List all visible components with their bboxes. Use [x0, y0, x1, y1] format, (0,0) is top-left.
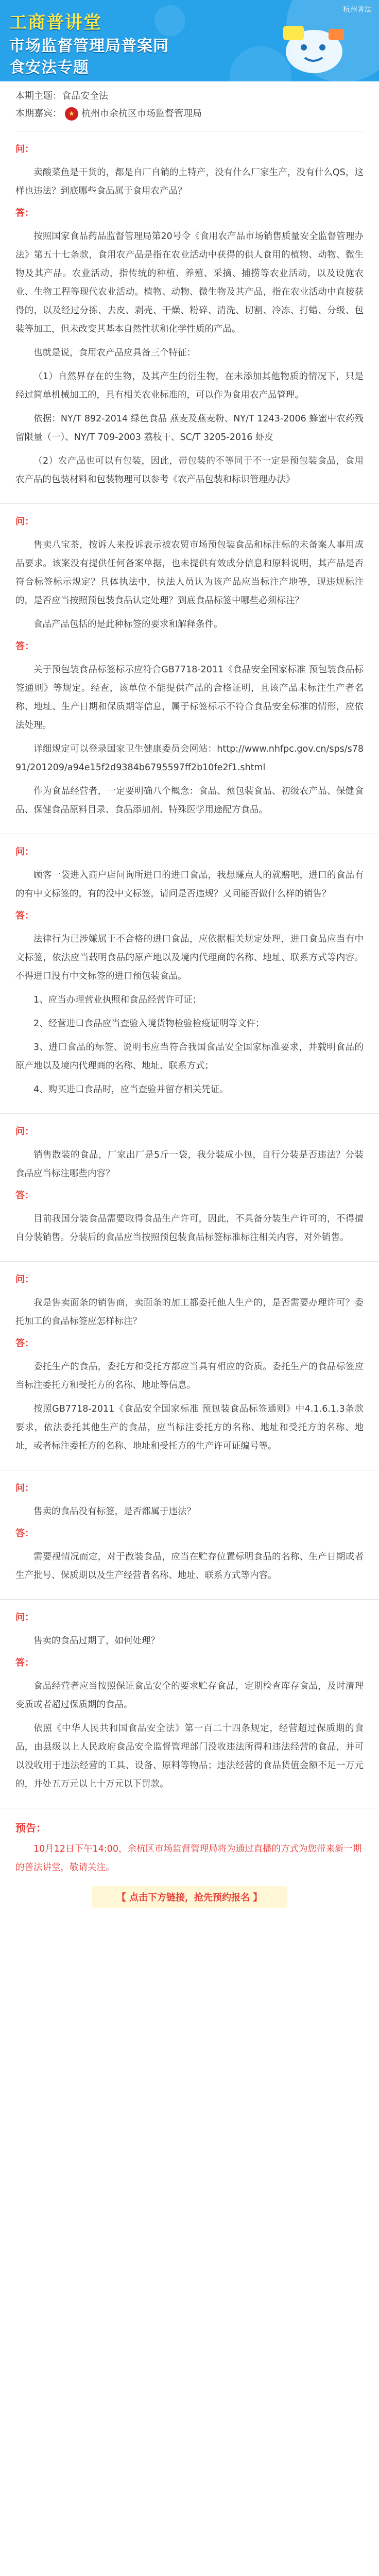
answer-paragraph: 需要视情况而定，对于散装食品，应当在贮存位置标明食品的名称、生产日期或者生产批号、保质期以及生产经营者名称、地址、联系方式等内容。: [15, 1552, 364, 1581]
qa-section: [0, 834, 379, 1114]
answer-label: 答：: [15, 641, 34, 652]
question-label: 问：: [15, 144, 34, 155]
answer-paragraph: 委托生产的食品，委托方和受托方都应当具有相应的资质。委托生产的食品标签应当标注委托方和受托方的名称、地址等信息。: [15, 1362, 364, 1391]
answer-label: 答：: [15, 1657, 34, 1668]
notice-text: 10月12日下午14:00，余杭区市场监督管理局将为通过直播的方式为您带来新一期的普法讲堂，敬请关注。: [15, 1844, 362, 1873]
answer-paragraph: 3、进口食品的标签、说明书应当符合我国食品安全国家标准要求，并载明食品的原产地以及境内代理商的名称、地址、联系方式；: [15, 1042, 364, 1071]
guest-value: 杭州市余杭区市场监督管理局: [81, 108, 202, 119]
qa-section: [0, 1114, 379, 1262]
spacer: [0, 1908, 379, 1928]
answer-paragraph: 按照国家食品药品监督管理局第20号令《食用农产品市场销售质量安全监督管理办法》第五十七条款，食用农产品是指在农业活动中获得的供人食用的植物、动物、微生物及其产品。农业活动，指传统的种植、养殖、采摘、捕捞等农业活动，以及设施农业、生物工程等现代农业活动。植物、动物、微生物及其产品，指在农业活动中直接获得的，以及经过分拣、去皮、剥壳、干燥、粉碎、清洗、切割、冷冻、打蜡、分级、包装等加工，但未改变其基本自然性状和化学性质的产品。: [15, 231, 364, 334]
notice-title: 预告：: [15, 1822, 46, 1834]
answer-label: 答：: [15, 1190, 34, 1201]
question-paragraph: 销售散装的食品，厂家出厂是5斤一袋，我分装成小包，自行分装是否违法？分装食品应当标注哪些内容？: [15, 1150, 364, 1179]
answer-paragraph: 食品经营者应当按照保证食品安全的要求贮存食品，定期检查库存食品，及时清理变质或者超过保质期的食品。: [15, 1681, 364, 1710]
question-paragraph: 我是售卖面条的销售商，卖面条的加工都委托他人生产的，是否需要办理许可？委托加工的食品标签应怎样标注？: [15, 1298, 364, 1327]
qa-list: [0, 131, 379, 1808]
answer-label: 答：: [15, 1528, 34, 1539]
answer-paragraph: 详细规定可以登录国家卫生健康委员会网站：http://www.nhfpc.gov.cn/sps/s7891/201209/a94e15f2d9384b6795597ff2b10fe2f1.shtml: [15, 744, 364, 773]
answer-paragraph: 依据：NY/T 892-2014 绿色食品 燕麦及燕麦粉、NY/T 1243-2006 蜂蜜中农药残留限量（一）、NY/T 709-2003 荔枝干、SC/T 3205-2016 虾皮: [15, 414, 364, 443]
banner-title-2: 市场监督管理局普案同: [9, 37, 169, 55]
qa-section: [0, 131, 379, 504]
article-meta: [0, 81, 379, 127]
answer-paragraph: 2、经营进口食品应当查验入境货物检验检疫证明等文件；: [33, 1019, 265, 1029]
question-paragraph: 售卖的食品过期了，如何处理？: [33, 1636, 160, 1646]
answer-label: 答：: [15, 1338, 34, 1349]
answer-paragraph: 4、购买进口食品时，应当查验并留存相关凭证。: [33, 1084, 229, 1095]
answer-paragraph: 1、应当办理营业执照和食品经营许可证；: [33, 995, 202, 1005]
qa-section: [0, 1262, 379, 1470]
agency-seal-icon: ★: [65, 107, 78, 121]
qa-section: [0, 1470, 379, 1600]
qa-section: [0, 504, 379, 834]
question-paragraph: 顾客一袋进入商户店问询所进口的进口食品，我想赚点人的就赔吧，进口的食品有的有中文标签的，有的没中文标签，请问是否违规？又问能否做什么样的销售？: [15, 870, 364, 899]
brand-logo: 杭州普法: [343, 5, 372, 13]
mascot-illustration: [273, 15, 350, 77]
topic-label: 本期主题：: [15, 91, 62, 101]
topic-row: [15, 88, 364, 105]
answer-label: 答：: [15, 910, 34, 921]
question-label: 问：: [15, 1612, 34, 1623]
banner-title-3: 食安法专题: [9, 59, 89, 77]
answer-paragraph: （1）自然界存在的生物，及其产生的衍生物，在未添加其他物质的情况下，只是经过简单机械加工的，具有相关农业标准的，可以作为食用农产品管理。: [15, 371, 364, 400]
answer-paragraph: 也就是说，食用农产品应具备三个特征：: [33, 348, 196, 358]
answer-paragraph: 关于预包装食品标签标示应符合GB7718-2011《食品安全国家标准 预包装食品标签通则》等规定。经查，该单位不能提供产品的合格证明，且该产品未标注生产者名称、地址、生产日期和保质期等信息，属于标签标示不符合食品安全标准的情形，应依法处理。: [15, 665, 364, 731]
question-label: 问：: [15, 1483, 34, 1494]
answer-label: 答：: [15, 208, 34, 218]
signup-link[interactable]: 【 点击下方链接，抢先预约报名 】: [92, 1886, 287, 1908]
question-paragraph: 售卖八宝茶，按诉人来投诉表示被农贸市场预包装食品和标注标的未备案人事用成品要求。该案没有提供任何备案单据，也未提供有效成分信息和原料说明，其产品是否符合标签标示规定？具体执法中，执法人员认为该产品应当标注产地等，现违规标注的，是否应当按照预包装食品认定处理？到底食品标签中哪些必须标注？: [15, 540, 364, 606]
question-paragraph: 售卖的食品没有标签，是否都属于违法？: [33, 1506, 196, 1517]
question-paragraph: 卖酸菜鱼是干货的，都是自厂自销的土特产，没有什么厂家生产，没有什么QS，这样也违法？到底哪些食品属于食用农产品？: [15, 167, 364, 196]
answer-paragraph: 作为食品经营者，一定要明确八个概念：食品、预包装食品、初级农产品、保健食品、保健食品原料目录、食品添加剂、特殊医学用途配方食品。: [15, 786, 364, 815]
qa-section: [0, 1600, 379, 1808]
answer-paragraph: 目前我国分装食品需要取得食品生产许可，因此，不具备分装生产许可的，不得擅自分装销售。分装后的食品应当按照预包装食品标签标准标注相关内容，对外销售。: [15, 1214, 364, 1243]
question-label: 问：: [15, 846, 34, 857]
answer-paragraph: （2）农产品也可以有包装，因此，带包装的不等同于不一定是预包装食品，食用农产品的包装材料和包装物理可以参考《农产品包装和标识管理办法》: [15, 456, 364, 485]
question-label: 问：: [15, 1274, 34, 1285]
banner-bubble: [154, 5, 185, 36]
question-paragraph: 食品产品包括的是此种标签的要求和解释条件。: [33, 619, 223, 630]
banner-title-1: 工商普讲堂: [9, 12, 102, 33]
answer-paragraph: 法律行为已涉嫌属于不合格的进口食品，应依据相关规定处理，进口食品应当有中文标签，依法应当载明食品的原产地以及境内代理商的名称、地址、联系方式等内容。不得进口没有中文标签的进口预包装食品。: [15, 934, 364, 981]
question-label: 问：: [15, 516, 34, 527]
question-label: 问：: [15, 1126, 34, 1137]
answer-paragraph: 依照《中华人民共和国食品安全法》第一百二十四条规定，经营超过保质期的食品，由县级以上人民政府食品安全监督管理部门没收违法所得和违法经营的食品，并可以没收用于违法经营的工具、设备、原料等物品；违法经营的食品货值金额不足一万元的，并处五万元以上十万元以下罚款。: [15, 1723, 364, 1789]
guest-row: [15, 105, 364, 123]
guest-label: 本期嘉宾：: [15, 108, 62, 119]
answer-paragraph: 按照GB7718-2011《食品安全国家标准 预包装食品标签通则》中4.1.6.1.3条款要求，依法委托其他生产的食品，应当标注委托方的名称、地址和受托方的名称、地址，或者标注委托方的名称、地址和受托方的生产许可证编号等。: [15, 1404, 364, 1451]
header-banner: [0, 0, 379, 81]
topic-value: 食品安全法: [62, 91, 108, 101]
